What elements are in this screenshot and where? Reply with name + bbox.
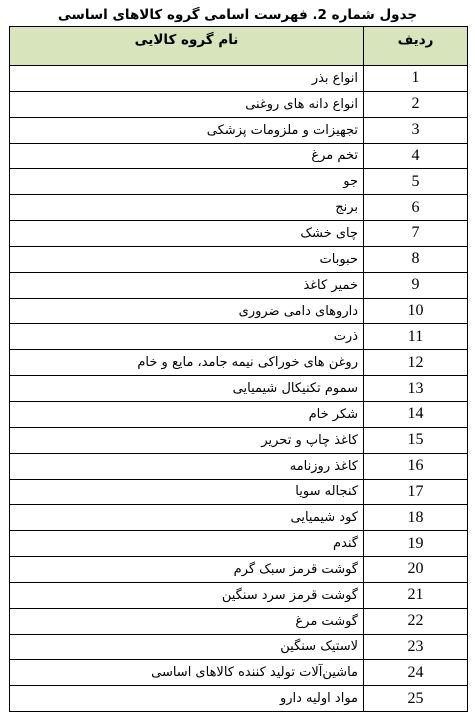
table-row xyxy=(10,531,468,557)
table-row xyxy=(10,298,468,324)
row-number-cell: 19 xyxy=(364,531,468,557)
group-name-cell: کود شیمیایی xyxy=(10,505,364,531)
table-row xyxy=(10,557,468,583)
group-name-cell: شکر خام xyxy=(10,401,364,427)
table-row xyxy=(10,505,468,531)
table-body xyxy=(10,66,468,712)
row-number-cell: 17 xyxy=(364,479,468,505)
row-number-cell: 5 xyxy=(364,169,468,195)
row-number-cell: 2 xyxy=(364,91,468,117)
row-number-cell: 10 xyxy=(364,298,468,324)
header-row-number: ردیف xyxy=(364,27,468,66)
row-number-cell: 1 xyxy=(364,66,468,92)
group-name-cell: گوشت قرمز سرد سنگین xyxy=(10,582,364,608)
table-row xyxy=(10,686,468,712)
table-row xyxy=(10,195,468,221)
group-name-cell: گندم xyxy=(10,531,364,557)
group-name-cell: ماشین‌آلات تولید کننده کالاهای اساسی xyxy=(10,660,364,686)
row-number-cell: 14 xyxy=(364,401,468,427)
row-number-cell: 23 xyxy=(364,634,468,660)
row-number-cell: 4 xyxy=(364,143,468,169)
table-row xyxy=(10,479,468,505)
group-name-cell: مواد اولیه دارو xyxy=(10,686,364,712)
group-name-cell: حبوبات xyxy=(10,246,364,272)
row-number-cell: 6 xyxy=(364,195,468,221)
group-name-cell: تجهیزات و ملزومات پزشکی xyxy=(10,117,364,143)
row-number-cell: 11 xyxy=(364,324,468,350)
group-name-cell: سموم تکنیکال شیمیایی xyxy=(10,376,364,402)
row-number-cell: 8 xyxy=(364,246,468,272)
row-number-cell: 3 xyxy=(364,117,468,143)
group-name-cell: برنج xyxy=(10,195,364,221)
table-header-row xyxy=(10,27,468,66)
table-row xyxy=(10,376,468,402)
table-row xyxy=(10,634,468,660)
group-name-cell: کنجاله سویا xyxy=(10,479,364,505)
group-name-cell: کاغذ روزنامه xyxy=(10,453,364,479)
row-number-cell: 25 xyxy=(364,686,468,712)
group-name-cell: خمیر کاغذ xyxy=(10,272,364,298)
row-number-cell: 7 xyxy=(364,221,468,247)
group-name-cell: جو xyxy=(10,169,364,195)
group-name-cell: گوشت قرمز سبک گرم xyxy=(10,557,364,583)
table-row xyxy=(10,246,468,272)
row-number-cell: 20 xyxy=(364,557,468,583)
group-name-cell: داروهای دامی ضروری xyxy=(10,298,364,324)
row-number-cell: 13 xyxy=(364,376,468,402)
table-row xyxy=(10,66,468,92)
row-number-cell: 9 xyxy=(364,272,468,298)
row-number-cell: 15 xyxy=(364,427,468,453)
table-row xyxy=(10,143,468,169)
group-name-cell: روغن های خوراکی نیمه جامد، مایع و خام xyxy=(10,350,364,376)
row-number-cell: 22 xyxy=(364,608,468,634)
table-row xyxy=(10,117,468,143)
group-name-cell: انواع بذر xyxy=(10,66,364,92)
group-name-cell: گوشت مرغ xyxy=(10,608,364,634)
table-row xyxy=(10,272,468,298)
commodity-groups-table xyxy=(9,26,468,712)
group-name-cell: چای خشک xyxy=(10,221,364,247)
row-number-cell: 12 xyxy=(364,350,468,376)
table-row xyxy=(10,608,468,634)
group-name-cell: ذرت xyxy=(10,324,364,350)
group-name-cell: انواع دانه های روغنی xyxy=(10,91,364,117)
table-row xyxy=(10,221,468,247)
table-row xyxy=(10,350,468,376)
row-number-cell: 18 xyxy=(364,505,468,531)
table-row xyxy=(10,582,468,608)
table-row xyxy=(10,660,468,686)
table-row xyxy=(10,453,468,479)
header-group-name: نام گروه کالایی xyxy=(10,27,364,66)
row-number-cell: 16 xyxy=(364,453,468,479)
table-row xyxy=(10,91,468,117)
row-number-cell: 21 xyxy=(364,582,468,608)
table-row xyxy=(10,401,468,427)
table-row xyxy=(10,427,468,453)
group-name-cell: تخم مرغ xyxy=(10,143,364,169)
group-name-cell: لاستیک سنگین xyxy=(10,634,364,660)
row-number-cell: 24 xyxy=(364,660,468,686)
group-name-cell: کاغذ چاپ و تحریر xyxy=(10,427,364,453)
table-caption: جدول شماره 2. فهرست اسامی گروه کالاهای اساسی xyxy=(57,7,418,23)
table-row xyxy=(10,324,468,350)
table-row xyxy=(10,169,468,195)
